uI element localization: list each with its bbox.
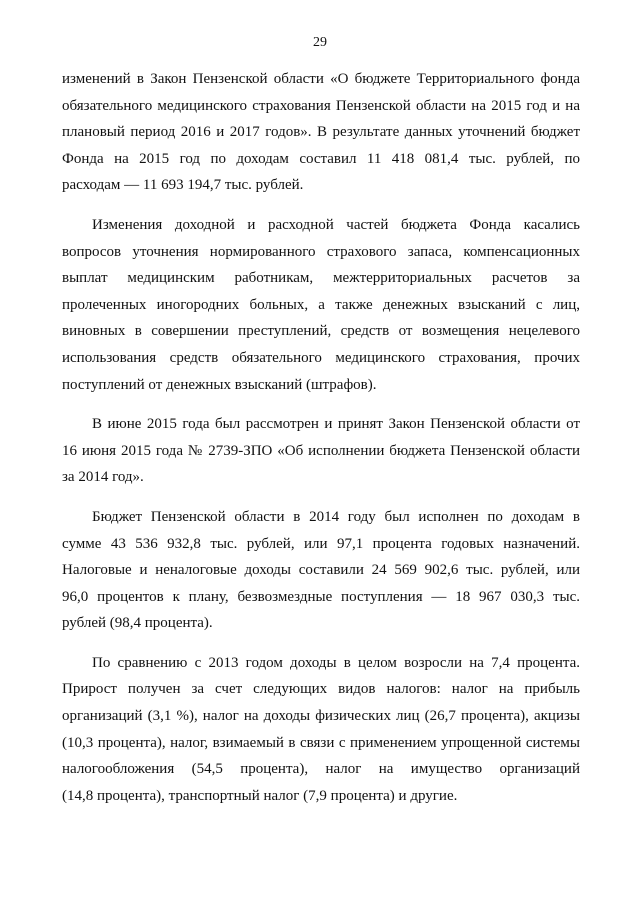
text-line: 16 июня 2015 года № 2739-ЗПО «Об исполнении бюджета Пензенской области	[62, 442, 580, 459]
text-line: за 2014 год».	[62, 469, 144, 486]
text-line: расходам — 11 693 194,7 тыс. рублей.	[62, 177, 304, 194]
text-line: плановый период 2016 и 2017 годов». В результате данных уточнений бюджет	[62, 124, 580, 141]
text-line: Фонда на 2015 год по доходам составил 11 418 081,4 тыс. рублей, по	[62, 150, 580, 167]
text-line: (14,8 процента), транспортный налог (7,9 процента) и другие.	[62, 787, 458, 804]
text-line: налогообложения (54,5 процента), налог на имущество организаций	[62, 761, 580, 778]
page-number: 29	[313, 35, 327, 50]
text-line: выплат медицинским работникам, межтерриториальных расчетов за	[62, 270, 580, 287]
paragraph-1	[62, 66, 580, 199]
text-line: (10,3 процента), налог, взимаемый в связи с применением упрощенной системы	[62, 734, 580, 751]
text-line: вопросов уточнения нормированного страхового запаса, компенсационных	[62, 243, 580, 260]
text-line: Налоговые и неналоговые доходы составили 24 569 902,6 тыс. рублей, или	[62, 562, 580, 579]
document-body	[62, 66, 580, 809]
paragraph-2	[62, 212, 580, 398]
text-line: Бюджет Пензенской области в 2014 году был исполнен по доходам в	[92, 508, 580, 525]
text-line: организаций (3,1 %), налог на доходы физических лиц (26,7 процента), акцизы	[62, 708, 580, 725]
text-line: сумме 43 536 932,8 тыс. рублей, или 97,1 процента годовых назначений.	[62, 535, 580, 552]
text-line: виновных в совершении преступлений, средств от возмещения нецелевого	[62, 323, 580, 340]
text-line: пролеченных иногородних больных, а также денежных взысканий с лиц,	[62, 296, 580, 313]
text-line: обязательного медицинского страхования Пензенской области на 2015 год и на	[62, 97, 580, 114]
text-line: использования средств обязательного медицинского страхования, прочих	[62, 349, 580, 366]
text-line: изменений в Закон Пензенской области «О бюджете Территориального фонда	[62, 71, 580, 87]
text-line: рублей (98,4 процента).	[62, 615, 213, 632]
text-line: Прирост получен за счет следующих видов налогов: налог на прибыль	[62, 681, 580, 698]
paragraph-5	[62, 650, 580, 810]
text-line: 96,0 процентов к плану, безвозмездные поступления — 18 967 030,3 тыс.	[62, 588, 580, 605]
text-line: По сравнению с 2013 годом доходы в целом возросли на 7,4 процента.	[92, 654, 580, 671]
text-line: поступлений от денежных взысканий (штрафов).	[62, 376, 377, 393]
text-line: В июне 2015 года был рассмотрен и принят Закон Пензенской области от	[92, 416, 580, 433]
text-line: Изменения доходной и расходной частей бюджета Фонда касались	[92, 216, 580, 233]
paragraph-4	[62, 504, 580, 637]
paragraph-3	[62, 411, 580, 491]
